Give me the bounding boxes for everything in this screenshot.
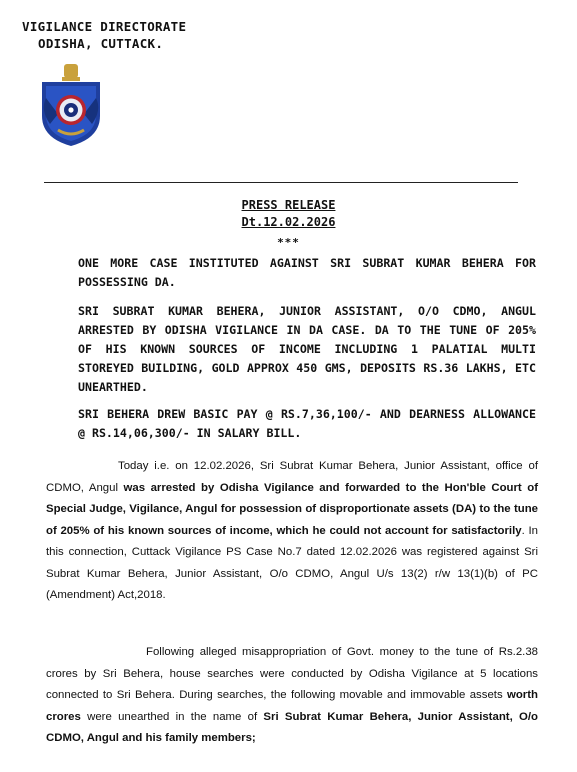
org-name: VIGILANCE DIRECTORATE [22,19,187,34]
body-paragraph-2 [46,642,538,750]
headline-1: ONE MORE CASE INSTITUTED AGAINST SRI SUBRAT KUMAR BEHERA FOR POSSESSING DA. [78,256,536,289]
paragraph-text: were unearthed in the name of [80,710,264,723]
organization-header [22,18,186,52]
paragraph-bold-text: was arrested by Odisha Vigilance and forwarded to the Hon'ble Court of Special Judge, Vigilance, Angul for possession of disproportionate assets (DA) to the tune of 205% of his known sources of income, which he could not account for satisfactorily [46,481,538,537]
headline-3: SRI BEHERA DREW BASIC PAY @ RS.7,36,100/- AND DEARNESS ALLOWANCE @ RS.14,06,300/- IN SALARY BILL. [78,407,536,440]
paragraph-text: Following alleged misappropriation of Govt. money to the tune of Rs.2.38 crores by Sri Behera, house searches were conducted by Odisha Vigilance at 5 locations connected to Sri Behera. During searches, the following movable and immovable assets [46,646,538,701]
headline-2: SRI SUBRAT KUMAR BEHERA, JUNIOR ASSISTANT, O/O CDMO, ANGUL ARRESTED BY ODISHA VIGILANCE IN DA CASE. DA TO THE TUNE OF 205% OF HIS KNOWN SOURCES OF INCOME INCLUDING 1 PALATIAL MULTI STOREYED BUILDING, GOLD APPROX 450 GMS, DEPOSITS RS.36 LAKHS, ETC UNEARTHED. [78,304,536,394]
paragraph-bold-text: worth crores [46,689,538,723]
paragraph-text: Today i.e. on 12.02.2026, Sri Subrat Kumar Behera, Junior Assistant, office of CDMO, Angul [46,460,538,494]
org-location: ODISHA, CUTTACK. [38,36,164,51]
vigilance-emblem-icon [38,58,104,148]
section-separator: *** [277,236,300,249]
body-paragraph-1 [46,456,538,607]
press-release-date: Dt.12.02.2026 [241,215,336,229]
header-divider [44,182,518,183]
paragraph-text: . In this connection, Cuttack Vigilance PS Case No.7 dated 12.02.2026 was registered against Sri Subrat Kumar Behera, Junior Assistant, O/o CDMO, Angul U/s 13(2) r/w 13(1)(b) of PC (Amendment) Act,2018. [46,524,538,601]
press-release-title: PRESS RELEASE [241,198,336,212]
paragraph-bold-text: Sri Subrat Kumar Behera, Junior Assistant, O/o CDMO, Angul and his family members; [46,710,538,744]
